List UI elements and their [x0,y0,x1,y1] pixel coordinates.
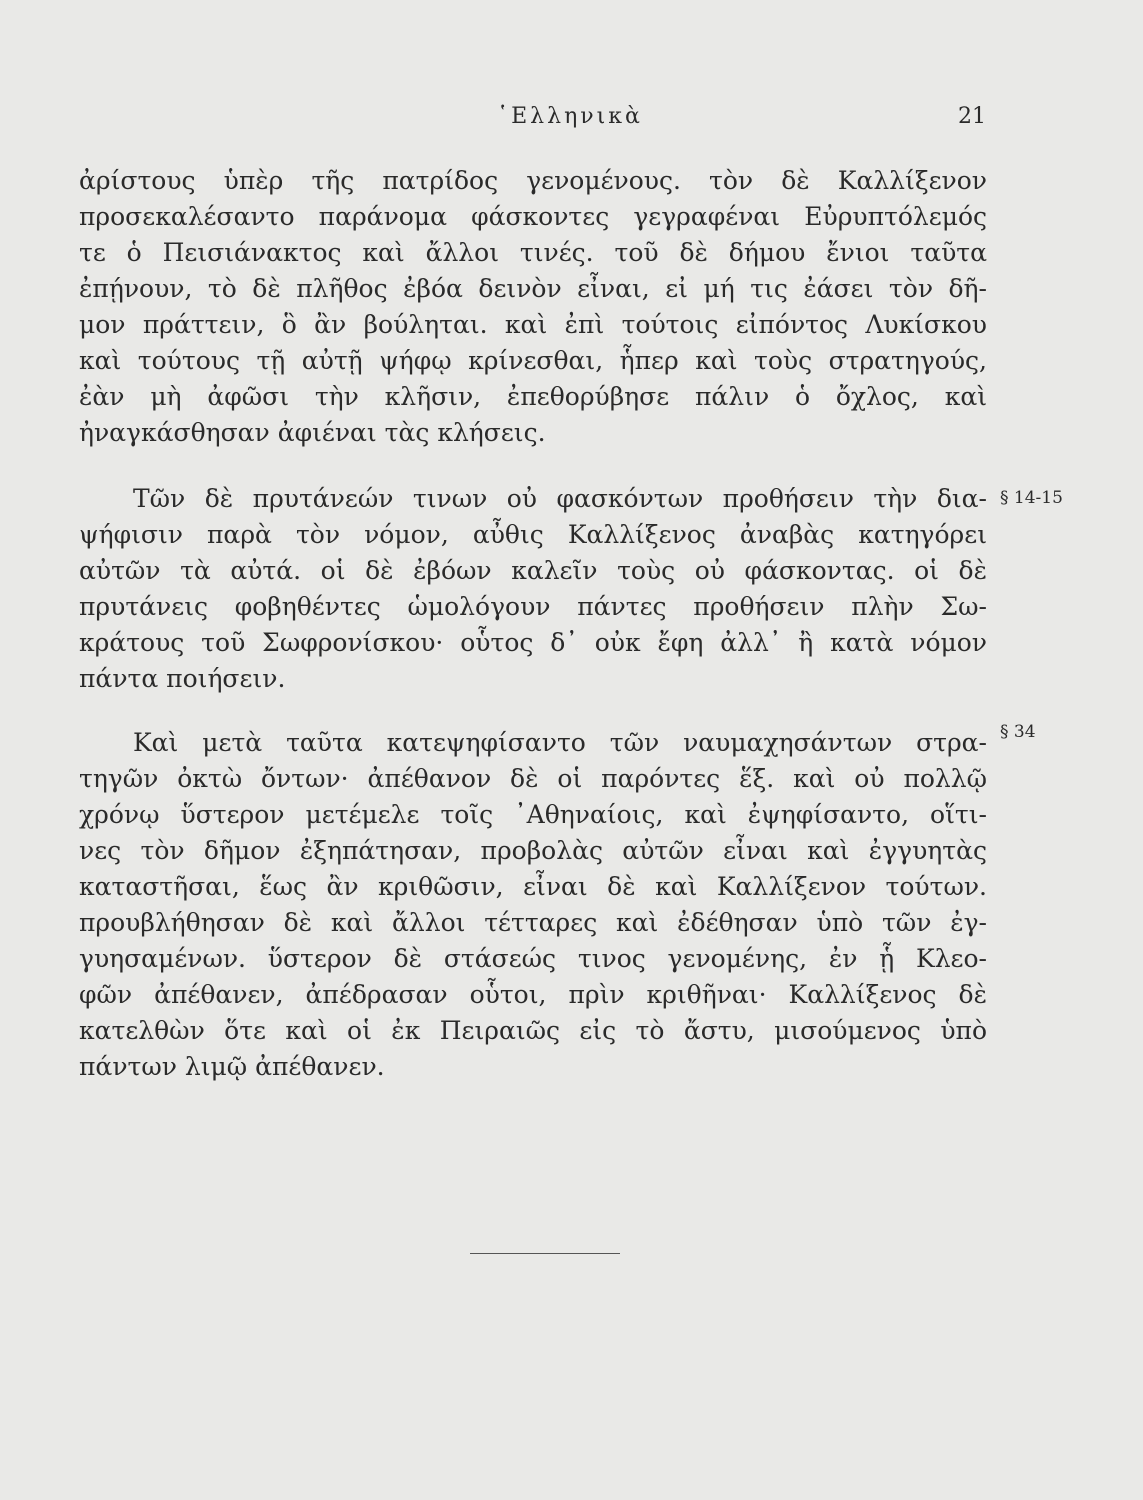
text-line: νες τὸν δῆμον ἐξηπάτησαν, προβολὰς αὐτῶν εἶναι καὶ ἐγγυητὰς [79,836,987,865]
text-line: τε ὁ Πεισιάνακτος καὶ ἄλλοι τινές. τοῦ δὲ δήμου ἔνιοι ταῦτα [79,238,987,267]
margin-note-section: § 14-15 [1000,488,1063,508]
text-line: γυησαμένων. ὕστερον δὲ στάσεώς τινος γενομένης, ἐν ᾗ Κλεο- [79,944,987,973]
text-line: ἐπῄνουν, τὸ δὲ πλῆθος ἐβόα δεινὸν εἶναι, εἰ μή τις ἐάσει τὸν δῆ- [79,274,987,303]
text-line: μον πράττειν, ὃ ἂν βούληται. καὶ ἐπὶ τούτοις εἰπόντος Λυκίσκου [79,310,987,339]
text-line: πρυτάνεις φοβηθέντες ὡμολόγουν πάντες προθήσειν πλὴν Σω- [79,592,987,621]
text-line: ψήφισιν παρὰ τὸν νόμον, αὖθις Καλλίξενος ἀναβὰς κατηγόρει [79,520,987,549]
text-line: προυβλήθησαν δὲ καὶ ἄλλοι τέτταρες καὶ ἐδέθησαν ὑπὸ τῶν ἐγ- [79,908,987,937]
page-number: 21 [958,104,986,129]
section-end-rule [470,1253,620,1254]
text-line: καταστῆσαι, ἕως ἂν κριθῶσιν, εἶναι δὲ καὶ Καλλίξενον τούτων. [79,872,987,901]
text-line: κατελθὼν ὅτε καὶ οἱ ἐκ Πειραιῶς εἰς τὸ ἄστυ, μισούμενος ὑπὸ [79,1016,987,1045]
margin-note-section: § 34 [1000,722,1036,742]
text-line: προσεκαλέσαντο παράνομα φάσκοντες γεγραφέναι Εὐρυπτόλεμός [79,202,987,231]
text-line: καὶ τούτους τῇ αὐτῇ ψήφῳ κρίνεσθαι, ἧπερ καὶ τοὺς στρατηγούς, [79,346,987,375]
text-line: αὐτῶν τὰ αὐτά. οἱ δὲ ἐβόων καλεῖν τοὺς οὐ φάσκοντας. οἱ δὲ [79,556,987,585]
text-line: πάντων λιμῷ ἀπέθανεν. [79,1052,385,1081]
text-line: πάντα ποιήσειν. [79,664,286,693]
text-line: ἠναγκάσθησαν ἀφιέναι τὰς κλήσεις. [79,418,546,447]
paragraph-first-line: Καὶ μετὰ ταῦτα κατεψηφίσαντο τῶν ναυμαχησάντων στρα- [133,728,987,757]
paragraph-first-line: Τῶν δὲ πρυτάνεών τινων οὐ φασκόντων προθήσειν τὴν δια- [133,484,987,513]
text-line: τηγῶν ὀκτὼ ὄντων· ἀπέθανον δὲ οἱ παρόντες ἕξ. καὶ οὐ πολλῷ [79,764,987,793]
text-line: ἀρίστους ὑπὲρ τῆς πατρίδος γενομένους. τὸν δὲ Καλλίξενον [79,166,987,195]
text-line: κράτους τοῦ Σωφρονίσκου· οὗτος δ᾽ οὐκ ἔφη ἀλλ᾽ ἢ κατὰ νόμον [79,628,987,657]
text-line: φῶν ἀπέθανεν, ἀπέδρασαν οὗτοι, πρὶν κριθῆναι· Καλλίξενος δὲ [79,980,987,1009]
running-head-title: ῾Ελληνικὰ [497,104,643,129]
text-line: χρόνῳ ὕστερον μετέμελε τοῖς ᾿Αθηναίοις, καὶ ἐψηφίσαντο, οἵτι- [79,800,987,829]
text-line: ἐὰν μὴ ἀφῶσι τὴν κλῆσιν, ἐπεθορύβησε πάλιν ὁ ὄχλος, καὶ [79,382,987,411]
